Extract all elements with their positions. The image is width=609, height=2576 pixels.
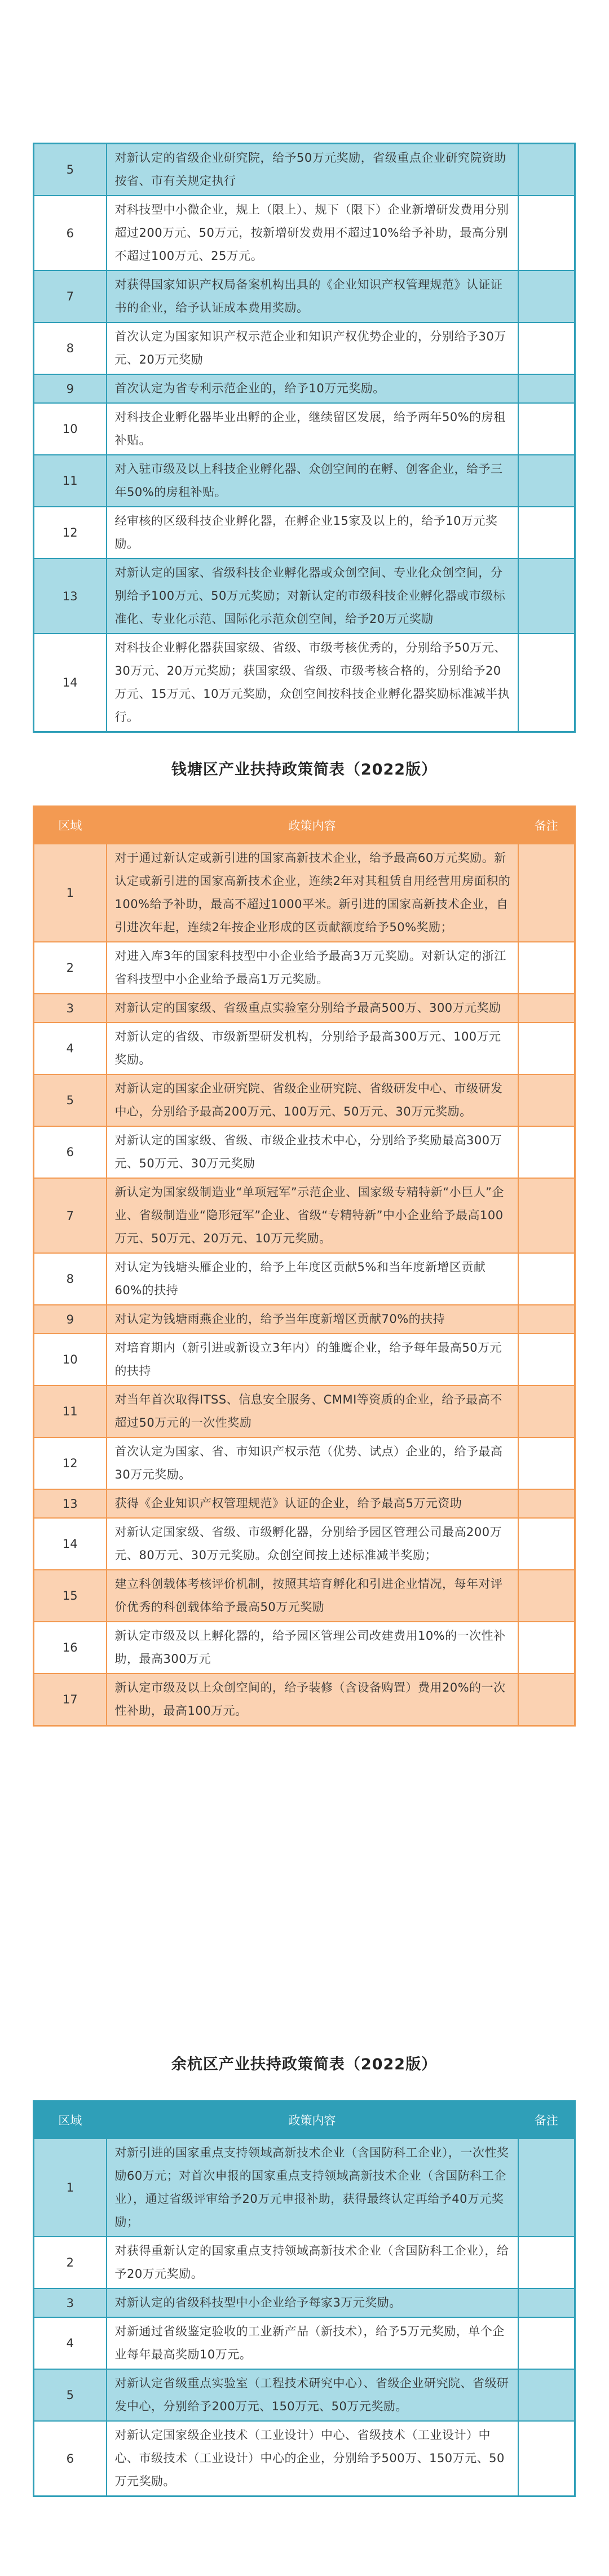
policy-content: 对新认定省级重点实验室（工程技术研究中心）、省级企业研究院、省级研发中心，分别给予200万元、150万元、50万元奖励。 xyxy=(107,2369,518,2421)
policy-content: 对科技企业孵化器毕业出孵的企业，继续留区发展，给予两年50%的房租补贴。 xyxy=(107,403,518,455)
row-number: 6 xyxy=(34,196,107,271)
table-row xyxy=(34,2317,575,2369)
row-number: 12 xyxy=(34,507,107,559)
note-cell xyxy=(518,1489,575,1518)
table-row xyxy=(34,2139,575,2237)
policy-content: 对新认定国家级、省级、市级孵化器，分别给予园区管理公司最高200万元、80万元、30万元奖励。众创空间按上述标准减半奖励； xyxy=(107,1518,518,1570)
header-content: 政策内容 xyxy=(107,807,518,844)
policy-content: 新认定为国家级制造业“单项冠军”示范企业、国家级专精特新“小巨人”企业、省级制造业“隐形冠军”企业、省级“专精特新”中小企业给予最高100万元、50万元、20万元、10万元奖励。 xyxy=(107,1178,518,1253)
policy-table-continued xyxy=(33,143,576,733)
table-row xyxy=(34,1386,575,1437)
row-number: 8 xyxy=(34,1253,107,1305)
table-row xyxy=(34,271,575,322)
note-cell xyxy=(518,322,575,374)
table-row xyxy=(34,2369,575,2421)
table-row xyxy=(34,455,575,507)
row-number: 4 xyxy=(34,1023,107,1074)
table-row xyxy=(34,1253,575,1305)
table-row xyxy=(34,559,575,634)
row-number: 4 xyxy=(34,2317,107,2369)
note-cell xyxy=(518,196,575,271)
table-row xyxy=(34,322,575,374)
policy-content: 对入驻市级及以上科技企业孵化器、众创空间的在孵、创客企业，给予三年50%的房租补贴。 xyxy=(107,455,518,507)
table-row xyxy=(34,1023,575,1074)
row-number: 2 xyxy=(34,2237,107,2289)
table-row xyxy=(34,1074,575,1126)
qiantang-policy-table xyxy=(33,805,576,1727)
header-content: 政策内容 xyxy=(107,2101,518,2139)
policy-content: 对培育期内（新引进或新设立3年内）的雏鹰企业，给予每年最高50万元的扶持 xyxy=(107,1334,518,1386)
table-row xyxy=(34,942,575,994)
yuhang-policy-table xyxy=(33,2100,576,2497)
row-number: 8 xyxy=(34,322,107,374)
policy-content: 对新认定的省级、市级新型研发机构，分别给予最高300万元、100万元奖励。 xyxy=(107,1023,518,1074)
note-cell xyxy=(518,1023,575,1074)
policy-content: 对新通过省级鉴定验收的工业新产品（新技术），给予5万元奖励，单个企业每年最高奖励10万元。 xyxy=(107,2317,518,2369)
note-cell xyxy=(518,2289,575,2317)
row-number: 5 xyxy=(34,2369,107,2421)
row-number: 5 xyxy=(34,144,107,196)
note-cell xyxy=(518,1622,575,1674)
table-row xyxy=(34,1518,575,1570)
note-cell xyxy=(518,403,575,455)
policy-content: 对获得国家知识产权局备案机构出具的《企业知识产权管理规范》认证证书的企业，给予认证成本费用奖励。 xyxy=(107,271,518,322)
table-row xyxy=(34,2421,575,2497)
table-header-row xyxy=(34,807,575,844)
policy-content: 对新认定的国家、省级科技企业孵化器或众创空间、专业化众创空间，分别给予100万元、50万元奖励；对新认定的市级科技企业孵化器或市级标准化、专业化示范、国际化示范众创空间，给予20万元奖励 xyxy=(107,559,518,634)
policy-content: 首次认定为省专利示范企业的，给予10万元奖励。 xyxy=(107,374,518,403)
table-row xyxy=(34,844,575,942)
note-cell xyxy=(518,2317,575,2369)
note-cell xyxy=(518,1518,575,1570)
note-cell xyxy=(518,1253,575,1305)
policy-content: 对新认定的国家级、省级重点实验室分别给予最高500万、300万元奖励 xyxy=(107,994,518,1023)
table-row xyxy=(34,1489,575,1518)
note-cell xyxy=(518,2369,575,2421)
yuhang-table-title: 余杭区产业扶持政策简表（2022版） xyxy=(171,2056,438,2073)
note-cell xyxy=(518,1074,575,1126)
policy-content: 对新认定国家级企业技术（工业设计）中心、省级技术（工业设计）中心、市级技术（工业设计）中心的企业，分别给予500万、150万元、50万元奖励。 xyxy=(107,2421,518,2497)
policy-content: 对新认定的省级企业研究院，给予50万元奖励，省级重点企业研究院资助按省、市有关规定执行 xyxy=(107,144,518,196)
row-number: 17 xyxy=(34,1674,107,1726)
row-number: 6 xyxy=(34,2421,107,2497)
row-number: 11 xyxy=(34,455,107,507)
policy-content: 对新引进的国家重点支持领域高新技术企业（含国防科工企业），一次性奖励60万元；对首次申报的国家重点支持领域高新技术企业（含国防科工企业），通过省级评审给予20万元申报补助，获得最终认定再给予40万元奖励； xyxy=(107,2139,518,2237)
row-number: 13 xyxy=(34,559,107,634)
row-number: 14 xyxy=(34,634,107,732)
table-row xyxy=(34,1334,575,1386)
table-row xyxy=(34,1126,575,1178)
row-number: 16 xyxy=(34,1622,107,1674)
note-cell xyxy=(518,1126,575,1178)
table-row xyxy=(34,994,575,1023)
policy-content: 对当年首次取得ITSS、信息安全服务、CMMI等资质的企业，给予最高不超过50万元的一次性奖励 xyxy=(107,1386,518,1437)
header-note: 备注 xyxy=(518,807,575,844)
header-area: 区域 xyxy=(34,2101,107,2139)
policy-content: 获得《企业知识产权管理规范》认证的企业，给予最高5万元资助 xyxy=(107,1489,518,1518)
policy-content: 对进入库3年的国家科技型中小企业给予最高3万元奖励。对新认定的浙江省科技型中小企业给予最高1万元奖励。 xyxy=(107,942,518,994)
table-row xyxy=(34,507,575,559)
note-cell xyxy=(518,844,575,942)
note-cell xyxy=(518,1570,575,1622)
table-row xyxy=(34,1437,575,1489)
policy-content: 对于通过新认定或新引进的国家高新技术企业，给予最高60万元奖励。新认定或新引进的国家高新技术企业，连续2年对其租赁自用经营用房面积的100%给予补助，最高不超过1000平米。新引进的国家高新技术企业，自引进次年起，连续2年按企业形成的区贡献额度给予50%奖励； xyxy=(107,844,518,942)
policy-content: 对新认定的省级科技型中小企业给予每家3万元奖励。 xyxy=(107,2289,518,2317)
policy-content: 对新认定的国家级、省级、市级企业技术中心，分别给予奖励最高300万元、50万元、30万元奖励 xyxy=(107,1126,518,1178)
row-number: 10 xyxy=(34,1334,107,1386)
note-cell xyxy=(518,1437,575,1489)
row-number: 7 xyxy=(34,1178,107,1253)
policy-content: 对科技型中小微企业，规上（限上）、规下（限下）企业新增研发费用分别超过200万元、50万元，按新增研发费用不超过10%给予补助，最高分别不超过100万元、25万元。 xyxy=(107,196,518,271)
policy-content: 对科技企业孵化器获国家级、省级、市级考核优秀的，分别给予50万元、30万元、20万元奖励；获国家级、省级、市级考核合格的，分别给予20万元、15万元、10万元奖励，众创空间按科技企业孵化器奖励标准减半执行。 xyxy=(107,634,518,732)
row-number: 1 xyxy=(34,844,107,942)
row-number: 9 xyxy=(34,1305,107,1334)
row-number: 5 xyxy=(34,1074,107,1126)
row-number: 2 xyxy=(34,942,107,994)
table-row xyxy=(34,374,575,403)
policy-content: 对认定为钱塘头雁企业的，给予上年度区贡献5%和当年度新增区贡献60%的扶持 xyxy=(107,1253,518,1305)
row-number: 9 xyxy=(34,374,107,403)
policy-content: 对获得重新认定的国家重点支持领域高新技术企业（含国防科工企业），给予20万元奖励。 xyxy=(107,2237,518,2289)
table-row xyxy=(34,634,575,732)
header-note: 备注 xyxy=(518,2101,575,2139)
note-cell xyxy=(518,942,575,994)
row-number: 12 xyxy=(34,1437,107,1489)
row-number: 7 xyxy=(34,271,107,322)
note-cell xyxy=(518,271,575,322)
qiantang-table-title: 钱塘区产业扶持政策简表（2022版） xyxy=(171,761,438,778)
policy-content: 新认定市级及以上孵化器的，给予园区管理公司改建费用10%的一次性补助，最高300万元 xyxy=(107,1622,518,1674)
table-row xyxy=(34,1570,575,1622)
row-number: 3 xyxy=(34,2289,107,2317)
header-area: 区域 xyxy=(34,807,107,844)
table-row xyxy=(34,403,575,455)
note-cell xyxy=(518,994,575,1023)
row-number: 14 xyxy=(34,1518,107,1570)
policy-content: 首次认定为国家知识产权示范企业和知识产权优势企业的，分别给予30万元、20万元奖励 xyxy=(107,322,518,374)
note-cell xyxy=(518,1674,575,1726)
table-row xyxy=(34,1674,575,1726)
row-number: 11 xyxy=(34,1386,107,1437)
table-row xyxy=(34,144,575,196)
note-cell xyxy=(518,1305,575,1334)
table-row xyxy=(34,1622,575,1674)
note-cell xyxy=(518,507,575,559)
note-cell xyxy=(518,1386,575,1437)
note-cell xyxy=(518,455,575,507)
note-cell xyxy=(518,2421,575,2497)
note-cell xyxy=(518,144,575,196)
note-cell xyxy=(518,559,575,634)
note-cell xyxy=(518,634,575,732)
note-cell xyxy=(518,2139,575,2237)
row-number: 10 xyxy=(34,403,107,455)
table-header-row xyxy=(34,2101,575,2139)
table-row xyxy=(34,2237,575,2289)
row-number: 3 xyxy=(34,994,107,1023)
row-number: 6 xyxy=(34,1126,107,1178)
note-cell xyxy=(518,374,575,403)
policy-content: 首次认定为国家、省、市知识产权示范（优势、试点）企业的，给予最高30万元奖励。 xyxy=(107,1437,518,1489)
row-number: 1 xyxy=(34,2139,107,2237)
policy-content: 对认定为钱塘雨燕企业的，给予当年度新增区贡献70%的扶持 xyxy=(107,1305,518,1334)
policy-content: 经审核的区级科技企业孵化器，在孵企业15家及以上的，给予10万元奖励。 xyxy=(107,507,518,559)
row-number: 13 xyxy=(34,1489,107,1518)
note-cell xyxy=(518,2237,575,2289)
table-row xyxy=(34,1305,575,1334)
row-number: 15 xyxy=(34,1570,107,1622)
policy-content: 建立科创载体考核评价机制，按照其培育孵化和引进企业情况，每年对评价优秀的科创载体给予最高50万元奖励 xyxy=(107,1570,518,1622)
policy-content: 对新认定的国家企业研究院、省级企业研究院、省级研发中心、市级研发中心，分别给予最高200万元、100万元、50万元、30万元奖励。 xyxy=(107,1074,518,1126)
note-cell xyxy=(518,1334,575,1386)
table-row xyxy=(34,2289,575,2317)
policy-content: 新认定市级及以上众创空间的，给予装修（含设备购置）费用20%的一次性补助，最高100万元。 xyxy=(107,1674,518,1726)
table-row xyxy=(34,196,575,271)
note-cell xyxy=(518,1178,575,1253)
table-row xyxy=(34,1178,575,1253)
